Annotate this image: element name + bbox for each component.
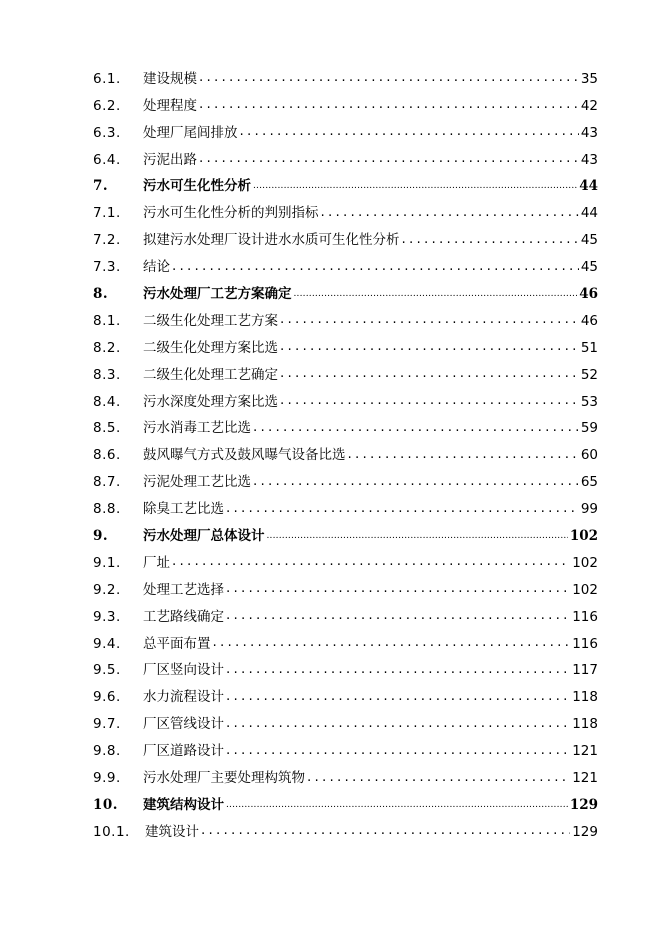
toc-entry-number: 9.7.	[93, 716, 121, 733]
toc-dot-leader	[402, 233, 579, 249]
toc-section-entry[interactable]	[93, 463, 598, 490]
toc-entry-page-number: 53	[580, 393, 598, 410]
toc-entry-title: 污水处理厂总体设计	[143, 528, 265, 545]
toc-dot-leader	[307, 771, 570, 787]
toc-entry-number: 6.2.	[93, 97, 121, 114]
toc-entry-number: 7.2.	[93, 232, 121, 249]
toc-section-entry[interactable]	[93, 356, 598, 383]
toc-section-entry[interactable]	[93, 248, 598, 275]
toc-dot-leader	[267, 532, 568, 544]
toc-entry-number: 6.1.	[93, 70, 121, 87]
toc-dot-leader	[201, 824, 570, 840]
toc-entry-number: 9.5.	[93, 662, 121, 679]
toc-entry-title: 结论	[143, 259, 170, 276]
toc-entry-number: 8.7.	[93, 474, 121, 491]
toc-entry-title: 污水深度处理方案比选	[143, 393, 278, 410]
toc-section-entry[interactable]	[93, 571, 598, 598]
toc-entry-number: 8.8.	[93, 501, 121, 518]
toc-entry-page-number: 116	[572, 608, 598, 625]
toc-section-entry[interactable]	[93, 813, 598, 840]
toc-section-entry[interactable]	[93, 490, 598, 517]
toc-entry-title: 污水可生化性分析	[143, 178, 251, 195]
toc-dot-leader	[199, 71, 579, 87]
toc-section-entry[interactable]	[93, 194, 598, 221]
toc-section-entry[interactable]	[93, 705, 598, 732]
toc-entry-page-number: 45	[580, 232, 598, 249]
toc-dot-leader	[280, 367, 579, 383]
toc-entry-page-number: 118	[572, 689, 598, 706]
toc-entry-title: 建筑设计	[145, 823, 199, 840]
toc-entry-page-number: 52	[580, 366, 598, 383]
toc-entry-number: 10.1.	[93, 823, 130, 840]
toc-section-entry[interactable]	[93, 625, 598, 652]
toc-entry-page-number: 44	[580, 205, 598, 222]
toc-entry-page-number: 60	[580, 447, 598, 464]
toc-entry-number: 6.4.	[93, 151, 121, 168]
toc-section-entry[interactable]	[93, 436, 598, 463]
toc-dot-leader	[226, 690, 570, 706]
toc-entry-number: 10.	[93, 796, 118, 813]
toc-entry-page-number: 102	[572, 581, 598, 598]
toc-dot-leader	[199, 98, 579, 114]
toc-entry-number: 9.	[93, 528, 109, 545]
toc-entry-number: 6.3.	[93, 124, 121, 141]
toc-entry-number: 8.1.	[93, 312, 121, 329]
toc-entry-number: 8.6.	[93, 447, 121, 464]
toc-entry-number: 9.6.	[93, 689, 121, 706]
toc-entry-title: 厂区竖向设计	[143, 662, 224, 679]
toc-entry-page-number: 102	[572, 554, 598, 571]
toc-entry-number: 8.	[93, 286, 109, 303]
toc-entry-number: 9.8.	[93, 743, 121, 760]
toc-dot-leader	[253, 421, 579, 437]
toc-dot-leader	[280, 340, 579, 356]
toc-dot-leader	[226, 801, 568, 813]
toc-entry-page-number: 42	[580, 97, 598, 114]
toc-entry-title: 处理程度	[143, 97, 197, 114]
toc-section-entry[interactable]	[93, 544, 598, 571]
toc-section-entry[interactable]	[93, 410, 598, 437]
toc-entry-page-number: 46	[580, 312, 598, 329]
toc-entry-title: 处理工艺选择	[143, 581, 224, 598]
toc-entry-page-number: 65	[580, 474, 598, 491]
toc-entry-page-number: 43	[580, 124, 598, 141]
toc-entry-page-number: 121	[572, 770, 598, 787]
toc-dot-leader	[226, 609, 570, 625]
toc-chapter-entry[interactable]	[93, 275, 598, 302]
toc-entry-title: 二级生化处理工艺方案	[143, 312, 278, 329]
toc-section-entry[interactable]	[93, 329, 598, 356]
toc-entry-title: 污泥处理工艺比选	[143, 474, 251, 491]
toc-dot-leader	[253, 182, 577, 194]
toc-entry-page-number: 129	[569, 796, 598, 813]
toc-section-entry[interactable]	[93, 114, 598, 141]
toc-entry-number: 9.1.	[93, 554, 121, 571]
toc-entry-page-number: 102	[569, 528, 598, 545]
toc-entry-title: 水力流程设计	[143, 689, 224, 706]
toc-entry-title: 处理厂尾闾排放	[143, 124, 238, 141]
toc-dot-leader	[294, 290, 578, 302]
toc-entry-number: 7.1.	[93, 205, 121, 222]
toc-dot-leader	[280, 394, 579, 410]
toc-dot-leader	[172, 260, 579, 276]
toc-entry-title: 污水处理厂主要处理构筑物	[143, 770, 305, 787]
toc-dot-leader	[348, 448, 579, 464]
toc-entry-title: 污水处理厂工艺方案确定	[143, 286, 292, 303]
toc-dot-leader	[172, 555, 570, 571]
toc-dot-leader	[321, 206, 579, 222]
toc-entry-page-number: 118	[572, 716, 598, 733]
toc-entry-title: 除臭工艺比选	[143, 501, 224, 518]
toc-dot-leader	[280, 313, 579, 329]
toc-section-entry[interactable]	[93, 60, 598, 87]
toc-dot-leader	[226, 663, 570, 679]
toc-entry-page-number: 121	[572, 743, 598, 760]
toc-entry-number: 8.5.	[93, 420, 121, 437]
toc-section-entry[interactable]	[93, 141, 598, 168]
toc-dot-leader	[253, 475, 579, 491]
toc-entry-page-number: 99	[580, 501, 598, 518]
toc-entry-title: 污水消毒工艺比选	[143, 420, 251, 437]
toc-section-entry[interactable]	[93, 383, 598, 410]
toc-section-entry[interactable]	[93, 302, 598, 329]
toc-entry-title: 拟建污水处理厂设计进水水质可生化性分析	[143, 232, 400, 249]
toc-entry-page-number: 44	[579, 178, 598, 195]
toc-entry-number: 8.2.	[93, 339, 121, 356]
toc-entry-title: 厂区管线设计	[143, 716, 224, 733]
toc-entry-page-number: 43	[580, 151, 598, 168]
toc-dot-leader	[226, 717, 570, 733]
toc-entry-title: 鼓风曝气方式及鼓风曝气设备比选	[143, 447, 346, 464]
table-of-contents	[93, 60, 598, 840]
toc-entry-page-number: 35	[580, 70, 598, 87]
toc-entry-number: 9.2.	[93, 581, 121, 598]
toc-entry-page-number: 116	[572, 635, 598, 652]
toc-entry-title: 污泥出路	[143, 151, 197, 168]
toc-entry-title: 二级生化处理方案比选	[143, 339, 278, 356]
toc-entry-page-number: 46	[579, 286, 598, 303]
toc-dot-leader	[199, 152, 579, 168]
toc-entry-title: 建设规模	[143, 70, 197, 87]
toc-entry-title: 总平面布置	[143, 635, 211, 652]
toc-entry-page-number: 117	[572, 662, 598, 679]
toc-section-entry[interactable]	[93, 652, 598, 679]
toc-dot-leader	[213, 636, 571, 652]
toc-entry-title: 污水可生化性分析的判别指标	[143, 205, 319, 222]
toc-entry-page-number: 45	[580, 259, 598, 276]
toc-entry-number: 7.	[93, 178, 109, 195]
toc-dot-leader	[226, 582, 570, 598]
toc-dot-leader	[226, 744, 570, 760]
toc-section-entry[interactable]	[93, 598, 598, 625]
toc-entry-title: 厂址	[143, 554, 170, 571]
toc-entry-number: 7.3.	[93, 259, 121, 276]
toc-section-entry[interactable]	[93, 221, 598, 248]
toc-entry-title: 二级生化处理工艺确定	[143, 366, 278, 383]
toc-entry-number: 9.3.	[93, 608, 121, 625]
toc-dot-leader	[240, 125, 579, 141]
toc-entry-page-number: 129	[572, 823, 598, 840]
toc-entry-page-number: 51	[580, 339, 598, 356]
toc-section-entry[interactable]	[93, 678, 598, 705]
toc-chapter-entry[interactable]	[93, 786, 598, 813]
toc-entry-number: 9.9.	[93, 770, 121, 787]
toc-entry-page-number: 59	[580, 420, 598, 437]
toc-chapter-entry[interactable]	[93, 517, 598, 544]
toc-section-entry[interactable]	[93, 87, 598, 114]
toc-chapter-entry[interactable]	[93, 168, 598, 195]
toc-entry-title: 建筑结构设计	[143, 796, 224, 813]
toc-section-entry[interactable]	[93, 732, 598, 759]
toc-dot-leader	[226, 502, 579, 518]
toc-entry-number: 8.3.	[93, 366, 121, 383]
toc-section-entry[interactable]	[93, 759, 598, 786]
toc-entry-number: 8.4.	[93, 393, 121, 410]
toc-entry-title: 厂区道路设计	[143, 743, 224, 760]
toc-entry-number: 9.4.	[93, 635, 121, 652]
toc-entry-title: 工艺路线确定	[143, 608, 224, 625]
